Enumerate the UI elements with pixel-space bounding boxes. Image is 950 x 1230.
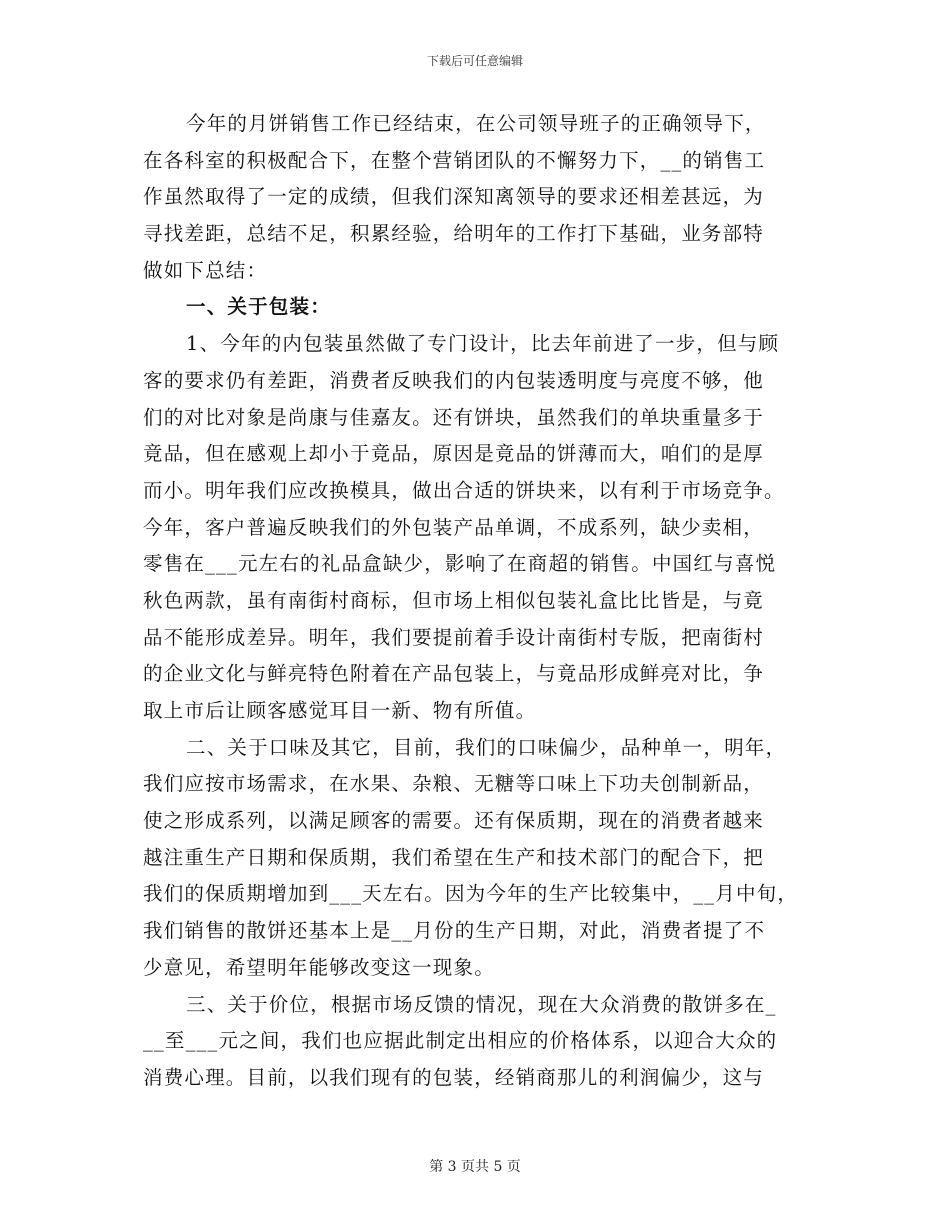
paragraph-line: 少意见，希望明年能够改变这一现象。 bbox=[143, 955, 495, 979]
paragraph-line: 竟品，但在感观上却小于竟品，原因是竟品的饼薄而大，咱们的是厚 bbox=[143, 442, 765, 466]
paragraph-line: __至___元之间，我们也应据此制定出相应的价格体系，以迎合大众的 bbox=[143, 1029, 778, 1053]
paragraph-line: 而小。明年我们应改换模具，做出合适的饼块来，以有利于市场竞争。 bbox=[143, 478, 785, 502]
paragraph-line: 我们应按市场需求，在水果、杂粮、无糖等口味上下功夫创制新品， bbox=[143, 772, 765, 796]
paragraph-line: 秋色两款，虽有南街村商标，但市场上相似包装礼盒比比皆是，与竟 bbox=[143, 588, 765, 612]
section-heading: 一、关于包装： bbox=[186, 295, 331, 319]
paragraph-line: 二、关于口味及其它，目前，我们的口味偏少，品种单一，明年， bbox=[186, 735, 787, 759]
paragraph-line: 今年，客户普遍反映我们的外包装产品单调，不成系列，缺少卖相， bbox=[143, 515, 765, 539]
paragraph-line: 寻找差距，总结不足，积累经验，给明年的工作打下基础，业务部特 bbox=[143, 222, 765, 246]
paragraph-line: 的企业文化与鲜亮特色附着在产品包装上，与竟品形成鲜亮对比，争 bbox=[143, 662, 765, 686]
paragraph-line: 1、今年的内包装虽然做了专门设计，比去年前进了一步，但与顾 bbox=[186, 332, 780, 356]
page-header: 下载后可任意编辑 bbox=[426, 54, 523, 68]
paragraph-line: 客的要求仍有差距，消费者反映我们的内包装透明度与亮度不够，他 bbox=[143, 368, 765, 392]
paragraph-line: 消费心理。目前，以我们现有的包装，经销商那儿的利润偏少，这与 bbox=[143, 1065, 765, 1089]
paragraph-line: 我们销售的散饼还基本上是__月份的生产日期，对此，消费者提了不 bbox=[143, 919, 766, 943]
paragraph-line: 做如下总结： bbox=[143, 258, 268, 282]
paragraph-line: 越注重生产日期和保质期，我们希望在生产和技术部门的配合下，把 bbox=[143, 845, 765, 869]
paragraph-line: 品不能形成差异。明年，我们要提前着手设计南街村专版，把南街村 bbox=[143, 625, 765, 649]
page-footer: 第 3 页共 5 页 bbox=[429, 1159, 521, 1175]
document-body bbox=[143, 106, 813, 1097]
paragraph-line: 我们的保质期增加到___天左右。因为今年的生产比较集中，__月中旬， bbox=[143, 882, 799, 906]
paragraph-line: 作虽然取得了一定的成绩，但我们深知离领导的要求还相差甚远，为 bbox=[143, 185, 765, 209]
paragraph-line: 使之形成系列，以满足顾客的需要。还有保质期，现在的消费者越来 bbox=[143, 809, 765, 833]
paragraph-line: 取上市后让顾客感觉耳目一新、物有所值。 bbox=[143, 699, 537, 722]
paragraph-line: 今年的月饼销售工作已经结束，在公司领导班子的正确领导下， bbox=[186, 112, 766, 135]
paragraph-line: 三、关于价位，根据市场反馈的情况，现在大众消费的散饼多在_ bbox=[186, 992, 777, 1016]
paragraph-line: 零售在___元左右的礼品盒缺少，影响了在商超的销售。中国红与喜悦 bbox=[143, 552, 777, 576]
paragraph-line: 们的对比对象是尚康与佳嘉友。还有饼块，虽然我们的单块重量多于 bbox=[143, 405, 765, 429]
paragraph-line: 在各科室的积极配合下，在整个营销团队的不懈努力下，__的销售工 bbox=[143, 148, 766, 172]
